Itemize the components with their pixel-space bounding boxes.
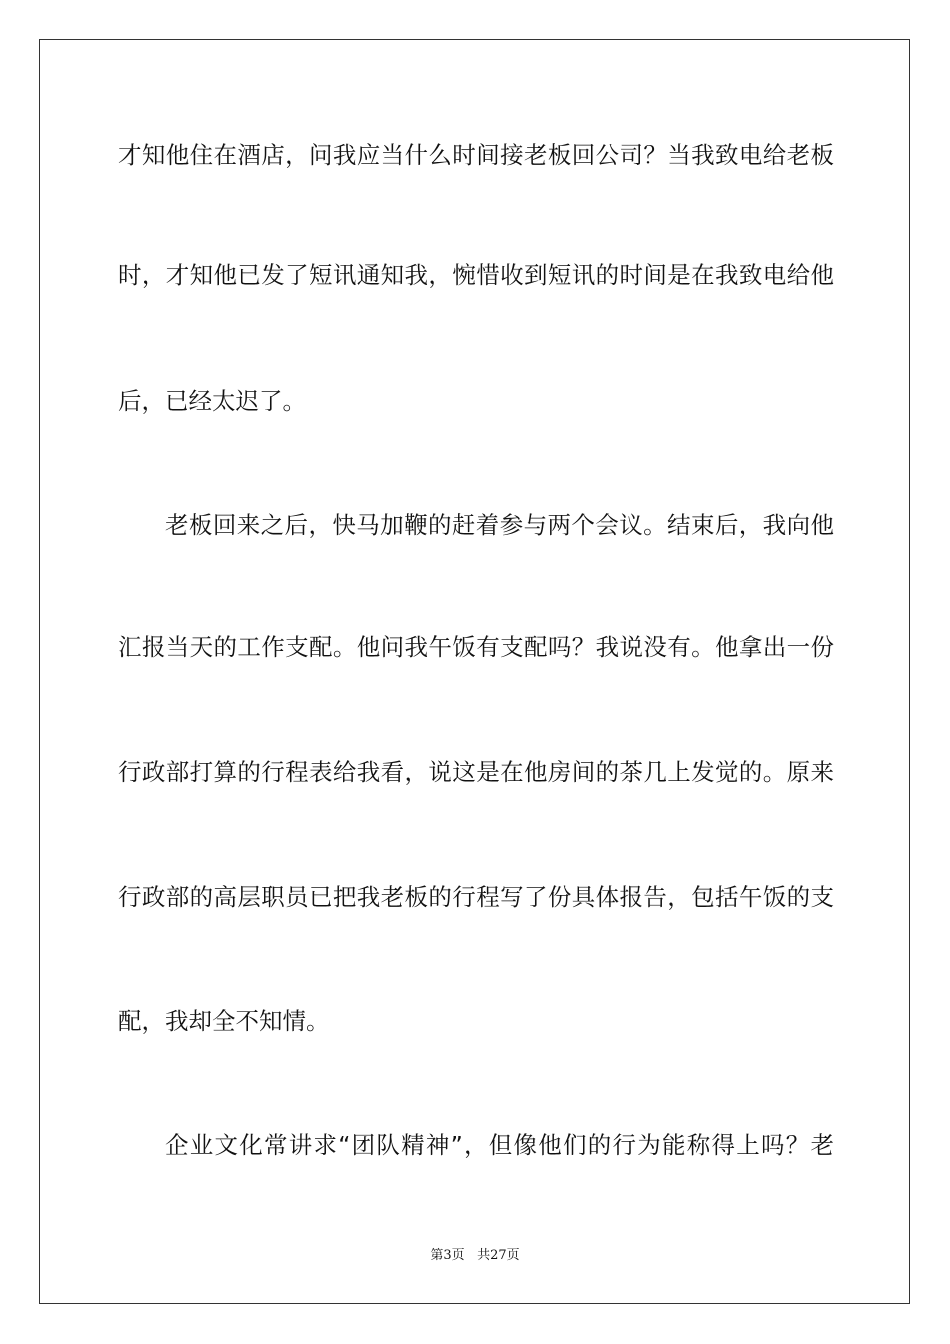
page-frame <box>39 39 910 1304</box>
body-line: 行政部的高层职员已把我老板的行程写了份具体报告，包括午饭的支 <box>118 883 834 911</box>
page-number: 第3页 <box>430 1248 465 1263</box>
body-line: 汇报当天的工作支配。他问我午饭有支配吗？我说没有。他拿出一份 <box>118 633 834 661</box>
body-line: 配，我却全不知情。 <box>118 1007 330 1035</box>
body-line: 才知他住在酒店，问我应当什么时间接老板回公司？当我致电给老板 <box>118 141 834 169</box>
body-line: 时，才知他已发了短讯通知我，惋惜收到短讯的时间是在我致电给他 <box>118 261 834 289</box>
paragraph-first-line: 企业文化常讲求“团队精神”，但像他们的行为能称得上吗？老 <box>165 1131 834 1159</box>
body-line: 后，已经太迟了。 <box>118 387 306 415</box>
page-footer <box>0 1247 950 1265</box>
body-line: 行政部打算的行程表给我看，说这是在他房间的茶几上发觉的。原来 <box>118 758 834 786</box>
paragraph-first-line: 老板回来之后，快马加鞭的赶着参与两个会议。结束后，我向他 <box>165 511 834 539</box>
total-pages: 共27页 <box>477 1248 520 1263</box>
